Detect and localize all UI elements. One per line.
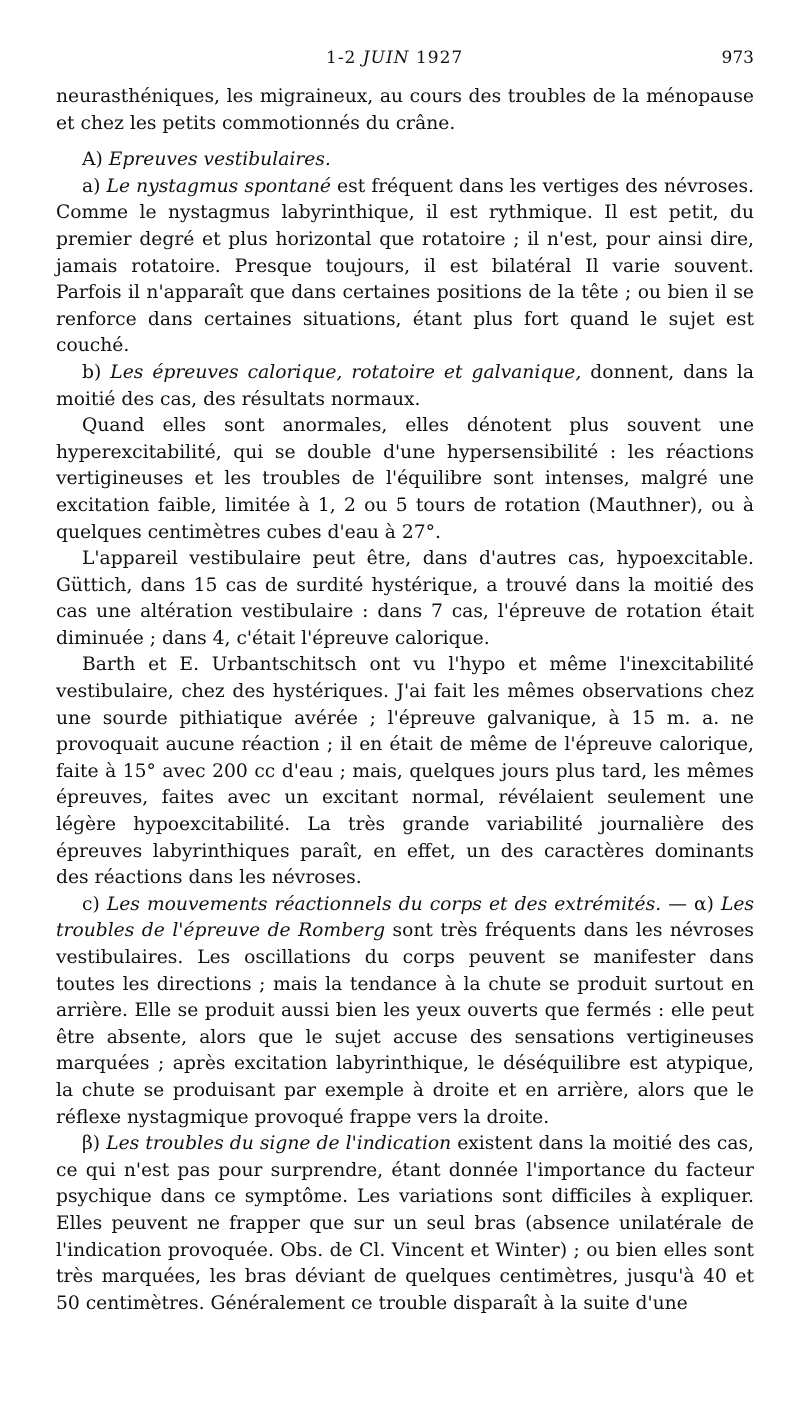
running-header bbox=[56, 48, 754, 78]
paragraph-c-text: sont très fréquents dans les névroses vestibulaires. Les oscillations du corps peuvent se manifester dans toutes les directions ; mais la tendance à la chute se produit surtout en arrière. Elle se produit aussi bien les yeux ouverts que fermés : elle peut être absente, alors que le sujet accuse des sensations vertigineuses marquées ; après excitation labyrinthique, le déséquilibre est atypique, la chute se produisant par exemple à droite et en arrière, alors que le réflexe nystagmique provoqué frappe vers la droite. bbox=[56, 920, 754, 1128]
paragraph-c-label: c) bbox=[82, 893, 100, 915]
paragraph-beta-title: Les troubles du signe de l'indication bbox=[106, 1133, 452, 1155]
section-a-label: A) bbox=[82, 149, 103, 171]
paragraph-c-subtitle: Les troubles de l'épreuve de Romberg bbox=[56, 893, 754, 942]
section-a-title: Epreuves vestibulaires. bbox=[108, 149, 331, 171]
paragraph-b-title: Les épreuves calorique, rotatoire et galvanique, bbox=[110, 361, 582, 383]
paragraph-c-dash: — α) bbox=[661, 893, 721, 915]
paragraph-barth: Barth et E. Urbantschitsch ont vu l'hypo et même l'inexcitabilité vestibulaire, chez des hystériques. J'ai fait les mêmes observations chez une sourde pithiatique avérée ; l'épreuve galvanique, à 15 m. a. ne provoquait aucune réaction ; il en était de même de l'épreuve calorique, faite à 15° avec 200 cc d'eau ; mais, quelques jours plus tard, les mêmes épreuves, faites avec un excitant normal, révélaient seulement une légère hypoexcitabilité. La très grande variabilité journalière des épreuves labyrinthiques paraît, en effet, un des caractères dominants des réactions dans les névroses. bbox=[56, 654, 754, 889]
paragraph-c-title: Les mouvements réactionnels du corps et des extrémités. bbox=[106, 893, 662, 915]
header-date-year: 1927 bbox=[415, 48, 464, 68]
header-date bbox=[326, 48, 463, 68]
paragraph-beta-text: existent dans la moitié des cas, ce qui n'est pas pour surprendre, étant donnée l'importance du facteur psychique dans ce symptôme. Les variations sont difficiles à expliquer. Elles peuvent ne frapper que sur un seul bras (absence unilatérale de l'indication provoquée. Obs. de Cl. Vincent et Winter) ; ou bien elles sont très marquées, les bras déviant de quelques centimètres, jusqu'à 40 et 50 centimètres. Généralement ce trouble disparaît à la suite d'une bbox=[56, 1133, 754, 1314]
paragraph-beta-label: β) bbox=[82, 1133, 101, 1155]
paragraph-a-title: Le nystagmus spontané bbox=[106, 175, 331, 197]
header-date-day: 1-2 bbox=[326, 48, 357, 68]
paragraph-c bbox=[56, 892, 754, 1131]
section-a-heading bbox=[56, 147, 754, 174]
paragraph-b-label: b) bbox=[82, 361, 102, 383]
paragraph-a-label: a) bbox=[82, 175, 101, 197]
paragraph-a bbox=[56, 174, 754, 360]
paragraph-beta bbox=[56, 1131, 754, 1317]
paragraph-intro: neurasthéniques, les migraineux, au cours des troubles de la ménopause et chez les petits commotionnés du crâne. bbox=[56, 86, 754, 134]
paragraph-a-text: est fréquent dans les vertiges des névroses. Comme le nystagmus labyrinthique, il est rythmique. Il est petit, du premier degré et plus horizontal que rotatoire ; il n'est, pour ainsi dire, jamais rotatoire. Presque toujours, il est bilatéral Il varie souvent. Parfois il n'apparaît que dans certaines positions de la tête ; ou bien il se renforce dans certaines situations, étant plus fort quand le sujet est couché. bbox=[56, 175, 754, 357]
body-text bbox=[56, 84, 754, 1317]
paragraph-b bbox=[56, 360, 754, 413]
paragraph-appareil: L'appareil vestibulaire peut être, dans d'autres cas, hypoexcitable. Güttich, dans 15 cas de surdité hystérique, a trouvé dans la moitié des cas une altération vestibulaire : dans 7 cas, l'épreuve de rotation était diminuée ; dans 4, c'était l'épreuve calorique. bbox=[56, 548, 754, 649]
paragraph-b-text: donnent, dans la moitié des cas, des résultats normaux. bbox=[56, 361, 754, 410]
page-number: 973 bbox=[721, 48, 754, 68]
paragraph-quand: Quand elles sont anormales, elles dénotent plus souvent une hyperexcitabilité, qui se double d'une hypersensibilité : les réactions vertigineuses et les troubles de l'équilibre sont intenses, malgré une excitation faible, limitée à 1, 2 ou 5 tours de rotation (Mauthner), ou à quelques centimètres cubes d'eau à 27°. bbox=[56, 415, 754, 543]
header-date-month: JUIN bbox=[362, 48, 410, 68]
